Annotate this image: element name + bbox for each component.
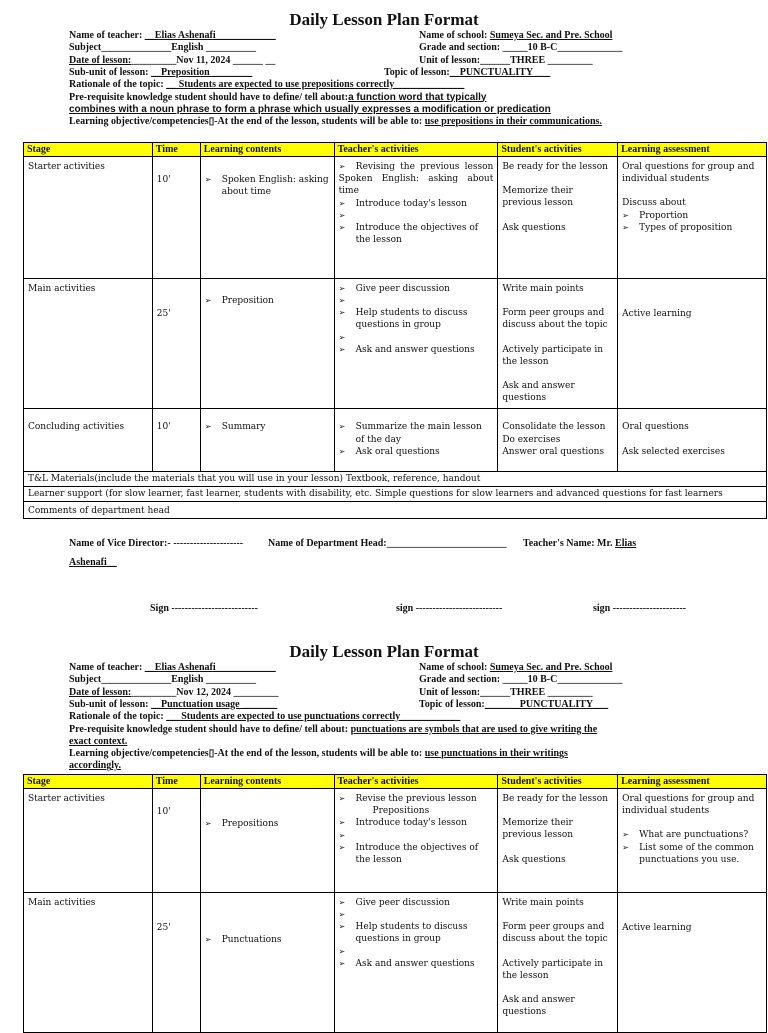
table-header-row (24, 143, 767, 157)
plan-header (0, 30, 768, 148)
subunit-value: __Punctuation usage _______ (150, 698, 278, 710)
date-label: Date of lesson: (69, 686, 132, 698)
stage-cell: Main activities (24, 279, 153, 409)
list-item: Ask questions (502, 854, 566, 865)
table-row-starter (24, 157, 767, 279)
objective-value: use punctuations in their writings (424, 748, 568, 760)
plan-title: Daily Lesson Plan Format (289, 642, 479, 661)
list-item: Write main points (502, 284, 584, 294)
list-item: ➢ Ask and answer questions (339, 344, 494, 356)
col-assessment: Learning assessment (618, 775, 767, 789)
department-head-name: Name of Department Head:________________________ (268, 538, 507, 549)
student-cell (498, 893, 618, 1033)
list-item: ➢ Introduce today's lesson (339, 198, 494, 210)
school-value: Sumeya Sec. and Pre. School (489, 662, 613, 673)
list-item: Oral questions for group and individual students (622, 794, 755, 817)
col-time: Time (152, 143, 200, 157)
col-teacher: Teacher's activities (334, 775, 498, 789)
col-teacher: Teacher's activities (334, 143, 498, 157)
rationale-value: __ Students are expected to use prepositions correctly______________ (166, 79, 465, 91)
objective-label: Learning objective/competencies▯-At the end of the lesson, students will be able to: (69, 748, 423, 760)
prereq-value-cont: exact context. (69, 735, 128, 747)
list-item: Do exercises (502, 434, 561, 445)
grade-value: _____10 B-C_____________ (502, 42, 623, 54)
list-item: ➢ Prepositions (205, 818, 330, 830)
teacher-label: Name of teacher: (69, 30, 143, 41)
stage-cell: Starter activities (24, 157, 153, 279)
subunit-label: Sub-unit of lesson: (69, 66, 149, 78)
assessment-cell: Active learning (618, 893, 767, 1033)
contents-cell (200, 409, 334, 472)
time-cell: 10' (152, 789, 200, 893)
teacher-cell: ➢ Revising the previous lesson Spoken English: asking about time ➢ Introduce today's lesson ➢ ➢ Introduce the objectives of the lesson (334, 157, 498, 279)
col-assessment: Learning assessment (618, 143, 767, 157)
table-row-starter (24, 789, 767, 893)
stage-cell: Starter activities (24, 789, 153, 893)
subject-value: ______________English __________ (101, 674, 256, 686)
list-item: ➢ Help students to discuss questions in group (339, 307, 494, 331)
list-item: Memorize their previous lesson (502, 186, 574, 209)
list-item: Ask and answer questions (502, 381, 575, 404)
contents-cell (200, 789, 334, 893)
prereq-label: Pre-requisite knowledge student should have to define/ tell about: (69, 723, 349, 735)
topic-label: Topic of lesson: (419, 698, 485, 710)
school-label: Name of school: (419, 662, 488, 673)
list-item: ➢ Ask oral questions (339, 446, 494, 458)
list-item: Oral questions (622, 422, 689, 433)
comments-cell: Comments of department head (24, 502, 767, 519)
objective-value: use prepositions in their communications. (424, 116, 602, 128)
list-item: Actively participate in the lesson (502, 344, 604, 367)
list-item: Consolidate the lesson (502, 422, 606, 433)
col-student: Student's activities (498, 775, 618, 789)
list-item: ➢ Introduce the objectives of the lesson (339, 842, 494, 866)
teacher-name-label: Teacher's Name: Mr. (523, 538, 613, 549)
school-label: Name of school: (419, 30, 488, 41)
table-header-row (24, 775, 767, 789)
subject-label: Subject (69, 674, 102, 686)
subunit-label: Sub-unit of lesson: (69, 698, 149, 710)
comments-row (24, 502, 767, 519)
list-item: ➢ Ask and answer questions (339, 958, 494, 970)
col-time: Time (152, 775, 200, 789)
col-stage: Stage (24, 775, 153, 789)
list-item: Oral questions for group and individual students (622, 162, 755, 185)
rationale-value: ___Students are expected to use punctuations correctly____________ (166, 711, 461, 723)
prereq-value: a function word that typically (348, 91, 487, 103)
grade-label: Grade and section: (419, 42, 501, 54)
time-cell: 25' (152, 893, 200, 1033)
rationale-label: Rationale of the topic: (69, 711, 164, 723)
grade-label: Grade and section: (419, 674, 501, 686)
list-item: Ask selected exercises (622, 446, 725, 457)
list-item: ➢ Help students to discuss questions in group (339, 921, 494, 945)
plan-header (0, 662, 768, 780)
col-student: Student's activities (498, 143, 618, 157)
assessment-cell (618, 157, 767, 279)
objective-value-cont: accordingly. (69, 760, 121, 772)
col-stage: Stage (24, 143, 153, 157)
assessment-cell (618, 789, 767, 893)
teacher-name (523, 538, 636, 549)
prereq-value: punctuations are symbols that are used to give writing the (350, 723, 598, 735)
time-cell: 25' (152, 279, 200, 409)
topic-value: __PUNCTUALITY ___ (449, 66, 551, 78)
list-item: ➢ List some of the common punctuations you use. (622, 842, 762, 866)
list-item: ➢ Preposition (205, 295, 330, 307)
contents-cell (200, 279, 334, 409)
teacher-cell (334, 279, 498, 409)
list-item: ➢ What are punctuations? (622, 829, 762, 841)
list-item-text: Prepositions (372, 806, 430, 817)
lesson-table (23, 774, 767, 1033)
list-item: ➢ Give peer discussion (339, 897, 494, 909)
school-value: Sumeya Sec. and Pre. School (489, 30, 613, 41)
list-item: Write main points (502, 898, 584, 908)
table-row-main (24, 893, 767, 1033)
materials-row (24, 472, 767, 487)
list-item: Ask and answer questions (502, 995, 575, 1018)
date-value: _________Nov 11, 2024 ______ __ (131, 54, 276, 66)
list-item: Discuss about (622, 198, 686, 209)
list-item: Form peer groups and discuss about the topic (502, 922, 608, 945)
contents-cell (200, 157, 334, 279)
support-row (24, 487, 767, 502)
time-cell: 10' (152, 157, 200, 279)
list-item: Revising the previous lesson Spoken English: asking about time (338, 162, 494, 197)
list-item-text: Revise the previous lesson (355, 794, 477, 804)
prereq-value-cont: combines with a noun phrase to form a phrase which usually expresses a modification or predication (69, 103, 551, 115)
rationale-label: Rationale of the topic: (69, 79, 164, 91)
col-contents: Learning contents (200, 775, 334, 789)
support-cell: Learner support (for slow learner, fast learner, students with disability, etc. Simple questions for slow learners and advanced questions for fast learners (24, 487, 767, 502)
col-contents: Learning contents (200, 143, 334, 157)
list-item: Answer oral questions (502, 446, 605, 457)
date-label: Date of lesson: (69, 54, 132, 66)
list-item: ➢ Introduce the objectives of the lesson (339, 222, 494, 246)
list-item: ➢ Summarize the main lesson of the day (339, 421, 494, 445)
contents-cell (200, 893, 334, 1033)
list-item: Actively participate in the lesson (502, 958, 604, 981)
subject-value: ______________English __________ (101, 42, 256, 54)
unit-label: Unit of lesson: (419, 686, 481, 698)
prereq-label: Pre-requisite knowledge student should have to define/ tell about: (69, 91, 349, 103)
list-item: ➢ Punctuations (205, 934, 330, 946)
student-cell (498, 789, 618, 893)
objective-label: Learning objective/competencies▯-At the end of the lesson, students will be able to: (69, 116, 423, 128)
subject-label: Subject (69, 42, 102, 54)
date-value: _________Nov 12, 2024 _________ (131, 686, 279, 698)
teacher-value: __Elias Ashenafi____________ (144, 30, 276, 41)
list-item: ➢ Types of proposition (622, 222, 762, 234)
stage-cell: Main activities (24, 893, 153, 1033)
vice-director-name: Name of Vice Director:- --------------------- (69, 538, 244, 549)
list-item: ➢ Give peer discussion (339, 283, 494, 295)
list-item: Be ready for the lesson (502, 162, 608, 172)
materials-cell: T&L Materials(include the materials that you will use in your lesson) Textbook, reference, handout (24, 472, 767, 487)
plan-title: Daily Lesson Plan Format (289, 10, 479, 29)
student-cell (498, 409, 618, 472)
sign-line-1: Sign -------------------------- (150, 603, 258, 614)
list-item: Ask questions (502, 222, 566, 233)
teacher-cell (334, 789, 498, 893)
time-cell: 10' (152, 409, 200, 472)
table-row-concluding (24, 409, 767, 472)
teacher-label: Name of teacher: (69, 662, 143, 673)
list-item: Form peer groups and discuss about the topic (502, 308, 608, 331)
student-cell (498, 157, 618, 279)
student-cell (498, 279, 618, 409)
unit-label: Unit of lesson: (419, 54, 481, 66)
grade-value: _____10 B-C_____________ (502, 674, 623, 686)
list-item: Memorize their previous lesson (502, 818, 574, 841)
assessment-cell: Active learning (618, 279, 767, 409)
topic-value: _______PUNCTUALITY___ (484, 698, 609, 710)
sign-line-2: sign -------------------------- (396, 603, 503, 614)
teacher-cell (334, 409, 498, 472)
list-item: ➢ Spoken English: asking about time (205, 174, 330, 198)
lesson-plan-2 (0, 632, 768, 1018)
list-item (339, 793, 494, 817)
teacher-value: __Elias Ashenafi____________ (144, 662, 276, 673)
list-item: ➢ Proportion (622, 210, 762, 222)
assessment-cell (618, 409, 767, 472)
unit-value: ______THREE _________ (480, 686, 593, 698)
list-item: ➢ Introduce today's lesson (339, 817, 494, 829)
teacher-cell (334, 893, 498, 1033)
teacher-name-cont: Ashenafi__ (69, 557, 117, 568)
list-item: ➢ Summary (205, 421, 330, 433)
unit-value: ______THREE _________ (480, 54, 593, 66)
list-item: Be ready for the lesson (502, 794, 608, 804)
topic-label: Topic of lesson: (384, 66, 450, 78)
teacher-name-value: Elias (615, 538, 637, 549)
lesson-table (23, 142, 767, 519)
subunit-value: __Preposition ________ (150, 66, 253, 78)
table-row-main (24, 279, 767, 409)
stage-cell: Concluding activities (24, 409, 153, 472)
sign-line-3: sign ---------------------- (593, 603, 686, 614)
